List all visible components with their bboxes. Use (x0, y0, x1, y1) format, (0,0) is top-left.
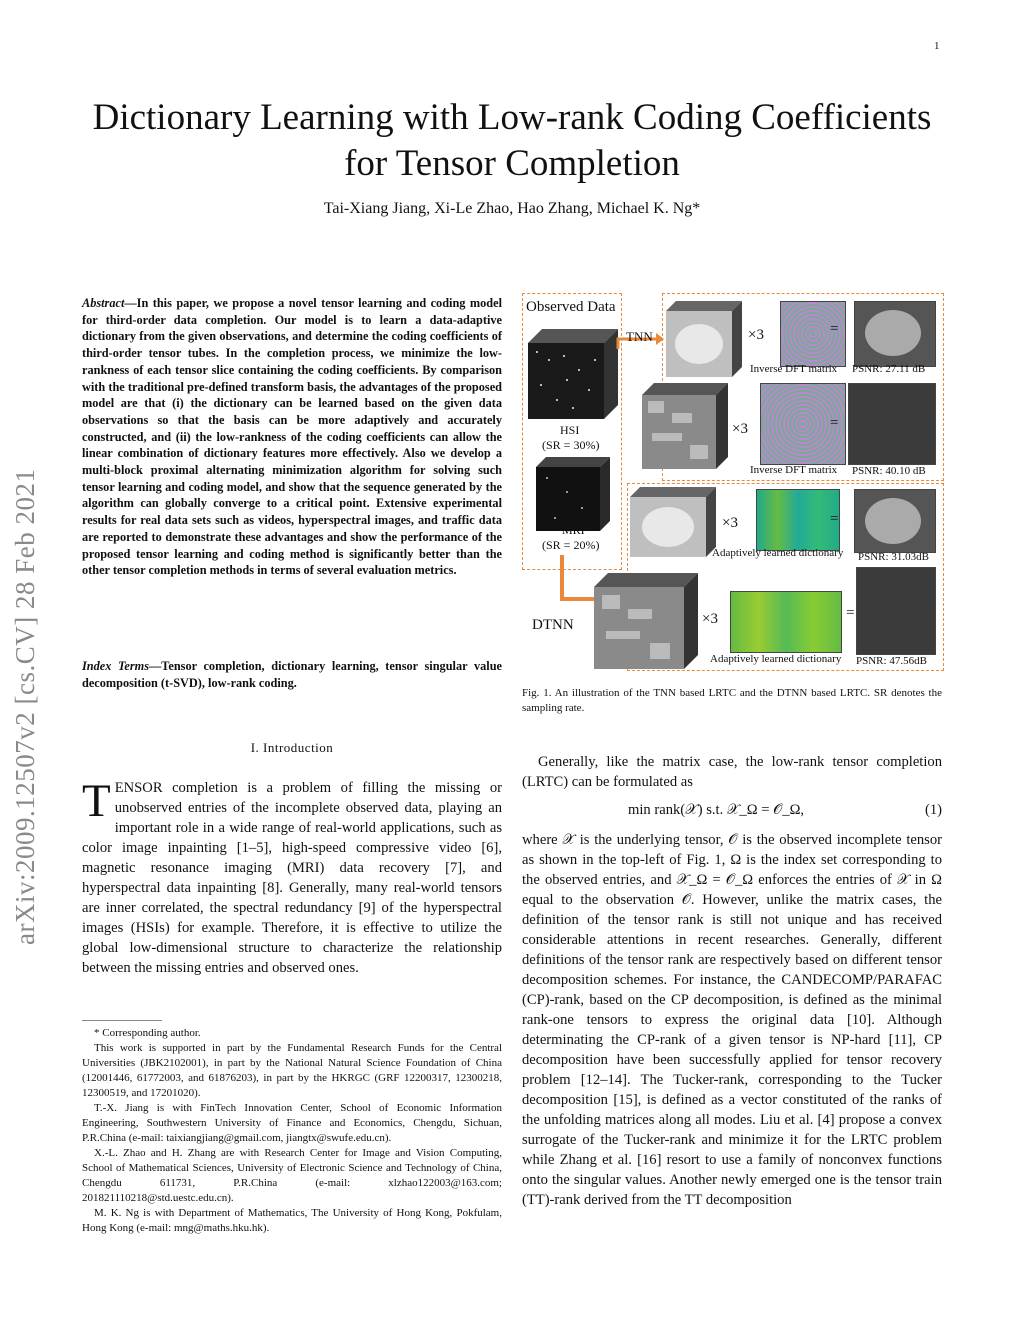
abstract-label: Abstract (82, 296, 125, 310)
hsi-sr: (SR = 30%) (542, 438, 600, 452)
right-column-text (522, 752, 942, 1210)
intro-text: completion is a problem of filling the missing or unobserved entries of the incomplete observed data, playing an important role in a wide range of real-world applications, such as color image inpainting [1–5], high-speed compressive video [6], magnetic resonance imaging (MRI) data recovery [7], and hyperspectral data inpainting [8]. Generally, many real-world tensors are inner correlated, the spectral redundancy [9] of the hyperspectral images (HSIs) for example. Therefore, it is effective to utilize the global low-dimensional structure to characterize the relationship between the missing entries and observed ones. (82, 780, 502, 976)
dtnn-label: DTNN (532, 617, 574, 633)
figure-1 (522, 293, 942, 673)
footnote: * Corresponding author. (94, 1027, 201, 1039)
equation-1 (522, 800, 942, 822)
footnote: X.-L. Zhao and H. Zhang are with Research Center for Image and Vision Computing, School of Mathematical Sciences, University of Electronic Science and Technology of China, Chengdu 611731, P.R.China (e-mail: xlzhao122003@163.com; 201821110218@std.uestc.edu.cn). (82, 1147, 502, 1204)
drop-cap: T (82, 775, 111, 827)
hsi-cube (528, 329, 618, 419)
learned-dictionary-image (730, 591, 842, 653)
observed-label: Observed Data (526, 299, 616, 315)
equals-sign: = (830, 415, 839, 431)
paper-title: Dictionary Learning with Low-rank Coding Coefficients for Tensor Completion (92, 97, 932, 184)
psnr-label: PSNR: 47.56dB (856, 655, 927, 667)
abstract (82, 295, 502, 579)
mri-label: MRI (562, 523, 585, 537)
psnr-label: PSNR: 40.10 dB (852, 465, 926, 477)
dft-label: Inverse DFT matrix (750, 464, 838, 476)
equals-sign: = (830, 511, 839, 527)
figure-caption: Fig. 1. An illustration of the TNN based LRTC and the DTNN based LRTC. SR denotes the sampling rate. (522, 687, 942, 714)
mri-sr: (SR = 20%) (542, 538, 600, 552)
tnn-result-mri (854, 301, 936, 367)
psnr-label: PSNR: 31.03dB (858, 551, 929, 563)
hsi-dtnn-input (594, 573, 698, 669)
times-sign: ×3 (722, 515, 738, 531)
author-list: Tai-Xiang Jiang, Xi-Le Zhao, Hao Zhang, Michael K. Ng* (323, 200, 701, 217)
footnotes (82, 1026, 502, 1236)
dtnn-result-hsi (856, 567, 936, 655)
learned-dictionary-image (756, 489, 840, 551)
hsi-tnn-input (642, 383, 728, 469)
tnn-label: TNN (626, 329, 653, 344)
paragraph: where 𝒳 is the underlying tensor, 𝒪 is the observed incomplete tensor as shown in the top-left of Fig. 1, Ω is the index set corresponding to the observed entries, and 𝒳_Ω = 𝒪_Ω enforces the entries of 𝒳 in Ω equal to the observation 𝒪. However, unlike the matrix cases, the definition of the tensor rank is still not unique and has received considerable attentions in recent researches. Generally, different definitions of the tensor rank are respectively based on different tensor decomposition schemes. For instance, the CANDECOMP/PARAFAC (CP)-rank, based on the CP decomposition, is defined as the minimal rank-one tensors to express the original data [10]. Although determinating the CP-rank of a given tensor is NP-hard [11], CP decomposition have been successfully applied for tensor recovery problem [12–14]. The Tucker-rank, corresponding to the Tucker decomposition [15], is defined as a vector constituted of the ranks of the unfolding matrices along all modes. Liu et al. [4] propose a convex surrogate of the Tucker-rank and minimize it for the LRTC problem while Zhang et al. [16] resort to use a family of nonconvex functions onto the singular values. Another newly emerged one is the tensor train (TT)-rank derived from the TT decomposition (522, 832, 942, 1208)
mri-cube (536, 457, 610, 531)
index-terms-label: Index Terms (82, 659, 149, 673)
page-number: 1 (934, 40, 940, 52)
footnote-rule (82, 1020, 162, 1021)
equals-sign: = (846, 605, 855, 621)
arxiv-stamp: arXiv:2009.12507v2 [cs.CV] 28 Feb 2021 (10, 468, 40, 945)
tnn-result-hsi (848, 383, 936, 465)
dft-label: Inverse DFT matrix (750, 363, 838, 375)
times-sign: ×3 (748, 327, 764, 343)
hsi-label: HSI (560, 423, 580, 437)
equals-sign: = (830, 321, 839, 337)
intro-paragraph (82, 775, 502, 978)
mri-tnn-input (666, 301, 742, 377)
paragraph: Generally, like the matrix case, the low-rank tensor completion (LRTC) can be formulated as (522, 754, 942, 790)
equation-number: (1) (924, 802, 942, 818)
times-sign: ×3 (732, 421, 748, 437)
footnote: T.-X. Jiang is with FinTech Innovation Center, School of Economic Information Engineering, Southwestern University of Finance and Economics, Chengdu, Sichuan, P.R.China (e-mail: taixiangjiang@gmail.com, jiangtx@swufe.edu.cn). (82, 1102, 502, 1144)
footnote: This work is supported in part by the Fundamental Research Funds for the Central Universities (JBK2102001), in part by the National Natural Science Foundation of China (12001446, 61772003, and 61876203), in part by the HKRGC (GRF 12200317, 12300218, 12300519, and 17201020). (82, 1042, 502, 1099)
index-terms-text: —Tensor completion, dictionary learning, tensor singular value decomposition (t-SVD), low-rank coding. (82, 659, 502, 690)
dictionary-label: Adaptively learned dictionary (712, 547, 844, 559)
dictionary-label: Adaptively learned dictionary (710, 653, 842, 665)
intro-first-word: ENSOR (114, 780, 163, 796)
footnote: M. K. Ng is with Department of Mathematics, The University of Hong Kong, Pokfulam, Hong Kong (e-mail: mng@maths.hku.hk). (82, 1207, 502, 1234)
index-terms (82, 658, 502, 691)
mri-dtnn-input (630, 487, 716, 557)
times-sign: ×3 (702, 611, 718, 627)
abstract-text: —In this paper, we propose a novel tensor learning and coding model for third-order data completion. Our model is to learn a data-adaptive dictionary from the given observations, and determine the coding coefficients of third-order tensor tubes. In the completion process, we minimize the low-rankness of each tensor slice containing the coding coefficients. By comparison with the traditional pre-defined transform basis, the advantages of the proposed model are that (i) the dictionary can be learned based on the given data observations so that the basis can be more adaptively and accurately constructed, and (ii) the low-rankness of the coding coefficients can allow the linear combination of dictionary features more effectively. Also we develop a multi-block proximal alternating minimization algorithm for solving such tensor learning and coding model, and show that the sequence generated by the algorithm can globally converge to a critical point. Extensive experimental results for real data sets such as videos, hyperspectral images, and traffic data are reported to demonstrate these advantages and show the performance of the proposed tensor learning and coding method is significantly better than the other tensor completion methods in terms of several evaluation metrics. (82, 296, 502, 578)
section-heading: I. Introduction (250, 740, 334, 755)
dtnn-result-mri (854, 489, 936, 553)
psnr-label: PSNR: 27.11 dB (852, 363, 926, 375)
equation: min rank(𝒳) s.t. 𝒳_Ω = 𝒪_Ω, (628, 802, 805, 818)
